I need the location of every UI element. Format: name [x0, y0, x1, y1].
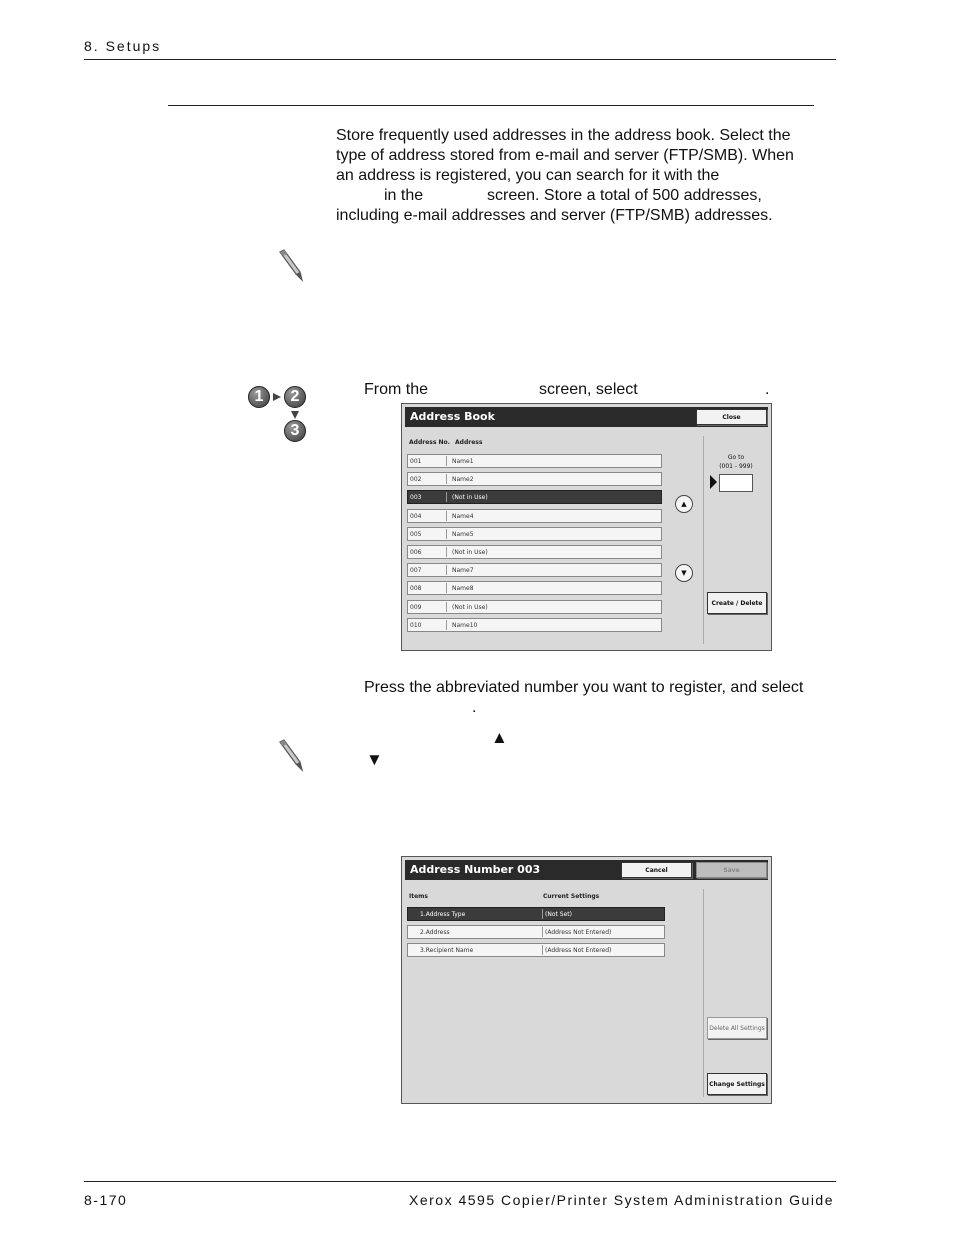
setting-row[interactable]	[407, 907, 665, 921]
address-row[interactable]	[407, 600, 662, 614]
address-row-separator	[446, 602, 447, 612]
setting-row-value: (Address Not Entered)	[545, 947, 612, 955]
address-row[interactable]	[407, 618, 662, 632]
address-row-number: 010	[410, 621, 422, 629]
setting-row[interactable]	[407, 943, 665, 957]
intro-line-1: Store frequently used addresses in the address book. Select the	[336, 127, 791, 144]
note-pencil-icon	[274, 248, 308, 284]
address-row-number: 001	[410, 458, 422, 465]
setting-row-separator	[542, 909, 543, 919]
panel-divider	[703, 436, 704, 644]
note-pencil-icon-2	[274, 738, 308, 774]
address-row-name: Name1	[452, 458, 474, 465]
intro-line-4b: screen. Store a total of 500 addresses,	[487, 187, 762, 204]
triangle-down-icon: ▼	[681, 569, 687, 577]
address-row-name: Name5	[452, 530, 474, 538]
cancel-button[interactable]: Cancel	[621, 862, 692, 878]
step-1-select: screen, select	[539, 381, 638, 398]
col-address: Address	[455, 439, 483, 446]
address-row[interactable]	[407, 527, 662, 541]
address-row-name: (Not in Use)	[452, 494, 488, 502]
intro-paragraph	[336, 126, 836, 226]
address-row[interactable]	[407, 490, 662, 504]
address-number-screen	[401, 856, 772, 1104]
down-triangle-icon: ▼	[366, 750, 383, 769]
intro-line-3: an address is registered, you can search for it with the	[336, 167, 720, 184]
running-header: 8. Setups	[84, 38, 162, 54]
panel-divider-2	[703, 889, 704, 1097]
intro-line-4a: in the	[384, 187, 424, 204]
address-row-number: 004	[410, 512, 422, 520]
steps-icon	[248, 386, 310, 444]
address-row-name: (Not in Use)	[452, 549, 488, 556]
setting-row-separator	[542, 927, 543, 937]
address-row[interactable]	[407, 581, 662, 595]
address-row-separator	[446, 529, 447, 539]
address-row-number: 006	[410, 549, 422, 556]
page-number: 8-170	[84, 1192, 128, 1208]
scroll-up-button[interactable]	[675, 495, 693, 513]
arrow-right-icon	[272, 392, 282, 402]
step-1-text	[364, 380, 834, 400]
address-row[interactable]	[407, 472, 662, 486]
arrow-down-icon	[290, 410, 300, 420]
address-row-separator	[446, 456, 447, 466]
step-1-from: From the	[364, 381, 429, 398]
step-2-period: .	[472, 699, 477, 716]
col-items: Items	[409, 893, 428, 900]
address-row-number: 002	[410, 476, 422, 484]
address-row-separator	[446, 547, 447, 557]
footer-rule	[84, 1181, 836, 1182]
step-2-text: Press the abbreviated number you want to register, and select	[364, 679, 804, 696]
address-row-name: Name10	[452, 621, 478, 629]
scroll-down-button[interactable]	[675, 564, 693, 582]
address-number-title: Address Number 003	[405, 860, 768, 880]
address-book-screen	[401, 403, 772, 651]
go-to-range: (001 - 999)	[719, 463, 753, 470]
create-delete-button[interactable]: Create / Delete	[707, 592, 767, 614]
setting-row-value: (Address Not Entered)	[545, 929, 612, 937]
setting-row-item: 2.Address	[420, 929, 450, 937]
guide-title: Xerox 4595 Copier/Printer System Administration Guide	[409, 1192, 834, 1208]
address-row[interactable]	[407, 509, 662, 523]
address-row-separator	[446, 474, 447, 484]
address-row-separator	[446, 565, 447, 575]
setting-row-item: 3.Recipient Name	[420, 947, 474, 955]
address-row-number: 009	[410, 603, 422, 611]
step-1-badge: 1	[248, 386, 270, 408]
address-row-number: 003	[410, 494, 422, 502]
delete-all-settings-button[interactable]: Delete All Settings	[707, 1017, 767, 1039]
address-row-number: 008	[410, 585, 422, 593]
close-button[interactable]: Close	[696, 409, 767, 425]
address-row-name: Name7	[452, 567, 474, 575]
header-rule	[84, 59, 836, 60]
step-2-badge: 2	[284, 386, 306, 408]
setting-row-item: 1.Address Type	[420, 911, 466, 918]
address-book-title: Address Book	[405, 407, 768, 427]
address-row-name: Name2	[452, 476, 474, 484]
save-button[interactable]: Save	[696, 862, 767, 878]
intro-line-5: including e-mail addresses and server (FTP/SMB) addresses.	[336, 207, 773, 224]
address-row-name: Name4	[452, 512, 474, 520]
setting-row[interactable]	[407, 925, 665, 939]
address-row-separator	[446, 583, 447, 593]
address-row-number: 005	[410, 530, 422, 538]
address-row-name: (Not in Use)	[452, 603, 488, 611]
intro-line-2: type of address stored from e-mail and server (FTP/SMB). When	[336, 147, 794, 164]
setting-row-separator	[542, 945, 543, 955]
address-row[interactable]	[407, 454, 662, 468]
address-row-separator	[446, 492, 447, 502]
address-row-number: 007	[410, 567, 422, 575]
address-row-name: Name8	[452, 585, 474, 593]
col-address-no: Address No.	[409, 439, 450, 446]
up-triangle-icon: ▲	[491, 728, 508, 747]
step-3-badge: 3	[284, 420, 306, 442]
address-row[interactable]	[407, 545, 662, 559]
setting-row-value: (Not Set)	[545, 911, 572, 918]
section-rule	[168, 105, 814, 106]
change-settings-button[interactable]: Change Settings	[707, 1073, 767, 1095]
address-row-separator	[446, 511, 447, 521]
go-to-label: Go to	[727, 454, 745, 461]
col-current-settings: Current Settings	[543, 893, 600, 900]
address-row-separator	[446, 620, 447, 630]
go-to-input[interactable]	[719, 474, 753, 492]
triangle-up-icon: ▲	[681, 500, 687, 508]
pointer-arrow-icon	[710, 475, 717, 489]
step-1-period: .	[765, 381, 770, 398]
address-row[interactable]	[407, 563, 662, 577]
